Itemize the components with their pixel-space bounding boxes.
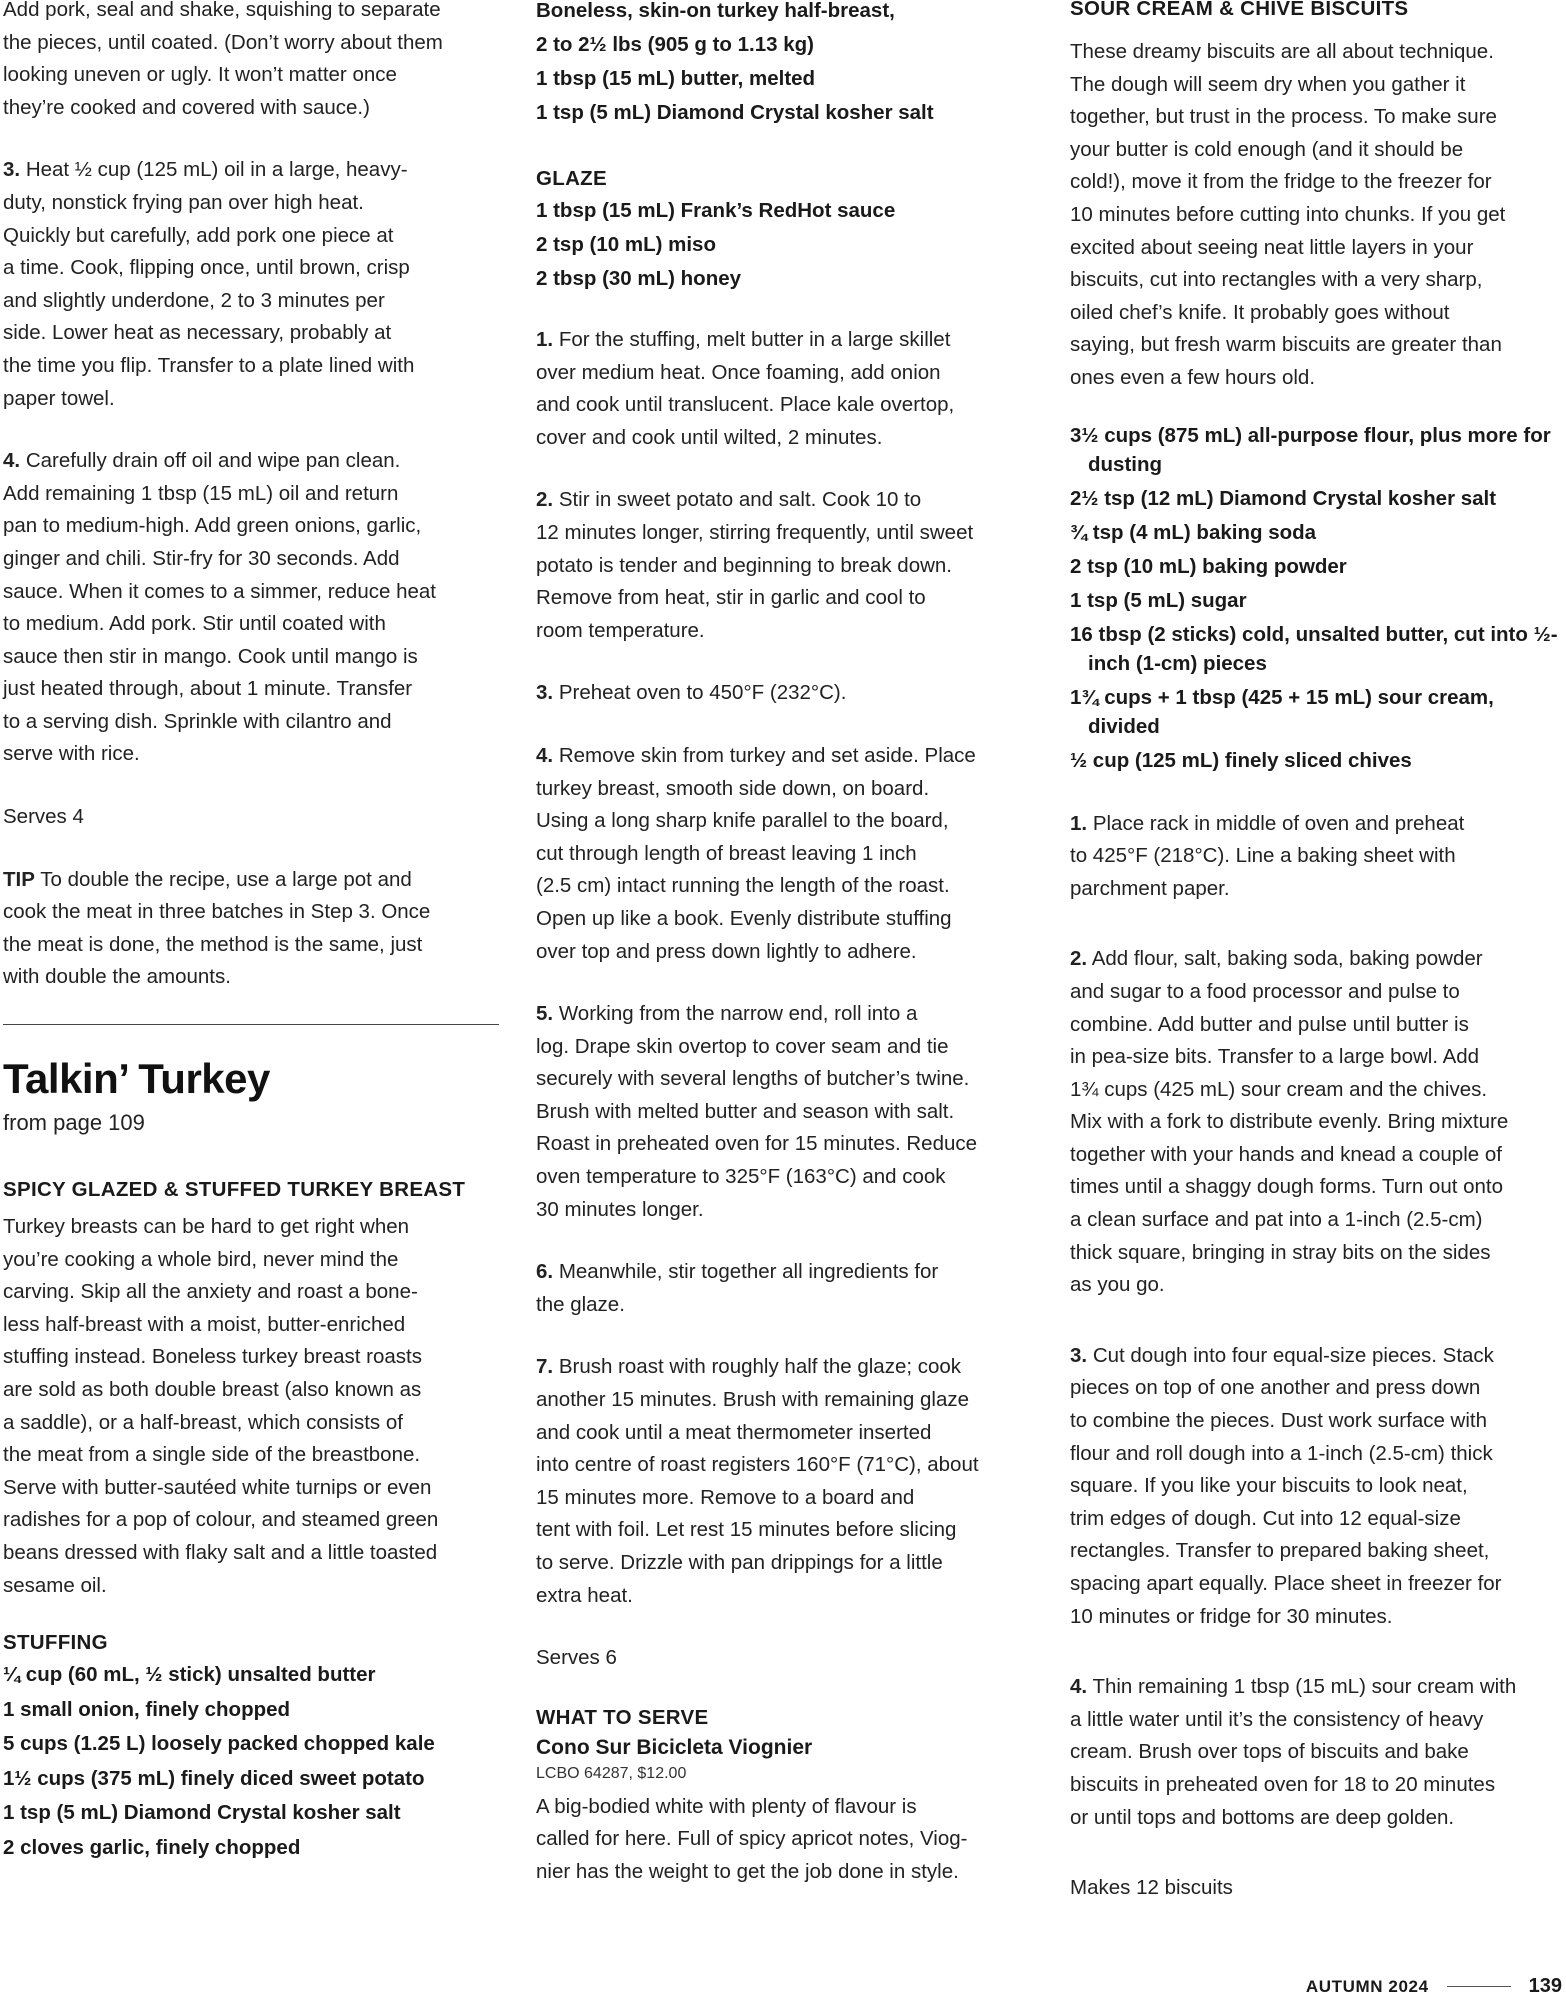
column-left (3, 0, 499, 1865)
step-4 (1070, 1671, 1566, 1834)
step-text: Cut dough into four equal-size pieces. Stack pieces on top of one another and press down to combine the pieces. Dust work surface with flour and roll dough into a 1-inch (2.5-cm) thick square. If you like your biscuits to look neat, trim edges of dough. Cut into 12 equal-size rectangles. Transfer to prepared baking sheet, spacing apart equally. Place sheet in freezer for 10 minutes or fridge for 30 minutes. (1070, 1343, 1502, 1628)
ingredient: 1¾ cups + 1 tbsp (425 + 15 mL) sour cream, divided (1070, 685, 1494, 738)
issue-label: AUTUMN 2024 (1305, 1976, 1429, 1996)
step-number: 3. (3, 158, 21, 182)
recipe-intro: Turkey breasts can be hard to get right when you’re cooking a whole bird, never mind the carving. Skip all the anxiety and roast a bone- less half-breast with a moist, butter-enriched stuffing instead. Boneless turkey breast roasts are sold as both double breast (also known as a saddle), or a half-breast, which consists of the meat from a single side of the breastbone. Serve with butter-sautéed white turnips or even radishes for a pop of colour, and steamed green beans dressed with flaky salt and a little toasted sesame oil. (3, 1215, 439, 1597)
step-text: Add flour, salt, baking soda, baking powder and sugar to a food processor and pulse to combine. Add butter and pulse until butter is in pea-size bits. Transfer to a large bowl. Add 1¾ cups (425 mL) sour cream and the chives. Mix with a fork to distribute evenly. Bring mixture together with your hands and knead a couple of times until a shaggy dough forms. Turn out onto a clean surface and pat into a 1-inch (2.5-cm) thick square, bringing in stray bits on the sides as you go. (1070, 947, 1509, 1297)
step-5 (536, 998, 1028, 1226)
ingredient: 3½ cups (875 mL) all-purpose flour, plus more for dusting (1070, 423, 1551, 476)
step-number: 4. (536, 743, 554, 767)
step-number: 1. (536, 328, 554, 351)
glaze-heading: GLAZE (536, 167, 607, 190)
serves: Serves 4 (3, 805, 84, 829)
ingredient: 2 cloves garlic, finely chopped (3, 1835, 301, 1859)
step-2 (536, 484, 1028, 647)
ingredient: 2½ tsp (12 mL) Diamond Crystal kosher salt (1070, 486, 1497, 510)
step-7 (536, 1351, 1028, 1612)
page-footer (1306, 1975, 1562, 1998)
ingredient: 16 tbsp (2 sticks) cold, unsalted butter, cut into ½-inch (1-cm) pieces (1070, 622, 1558, 675)
step-2 (1070, 943, 1566, 1302)
step-text: Preheat oven to 450°F (232°C). (558, 681, 847, 705)
step-number: 3. (1070, 1343, 1088, 1367)
ingredient: ¼ cup (60 mL, ½ stick) unsalted butter (3, 1663, 376, 1687)
wine-description: A big-bodied white with plenty of flavour is called for here. Full of spicy apricot notes, Viog- nier has the weight to get the job done in style. (536, 1794, 968, 1883)
wine-info: LCBO 64287, $12.00 (536, 1764, 687, 1782)
step-3 (1070, 1340, 1566, 1633)
section-subtitle: from page 109 (3, 1110, 145, 1136)
step-3 (3, 154, 499, 415)
step-number: 1. (1070, 811, 1088, 835)
wine-name: Cono Sur Bicicleta Viognier (536, 1735, 813, 1759)
step-number: 2. (536, 488, 554, 512)
step-number: 6. (536, 1260, 554, 1284)
step-4 (3, 445, 499, 771)
step-text: Heat ½ cup (125 mL) oil in a large, heavy- duty, nonstick frying pan over high heat. Quickly but carefully, add pork one piece at a time. Cook, flipping once, until brown, crisp and slightly underdone, 2 to 3 minutes per side. Lower heat as necessary, probably at the time you flip. Transfer to a plate lined with paper towel. (3, 158, 415, 410)
page-number: 139 (1528, 1975, 1562, 1997)
step-number: 3. (536, 681, 554, 705)
ingredient: 2 tsp (10 mL) baking powder (1070, 554, 1347, 578)
step-text: Place rack in middle of oven and preheat to 425°F (218°C). Line a baking sheet with parchment paper. (1070, 811, 1465, 900)
serves: Serves 6 (536, 1646, 617, 1670)
column-right (1070, 0, 1566, 1905)
recipe-title: SOUR CREAM & CHIVE BISCUITS (1070, 0, 1409, 20)
step-text: Carefully drain off oil and wipe pan clean. Add remaining 1 tbsp (15 mL) oil and return pan to medium-high. Add green onions, garlic, ginger and chili. Stir-fry for 30 seconds. Add sauce. When it comes to a simmer, reduce heat to medium. Add pork. Stir until coated with sauce then stir in mango. Cook until mango is just heated through, about 1 minute. Transfer to a serving dish. Sprinkle with cilantro and serve with rice. (3, 449, 436, 766)
makes: Makes 12 biscuits (1070, 1876, 1233, 1900)
step-text: Working from the narrow end, roll into a log. Drape skin overtop to cover seam and tie securely with several lengths of butcher’s twine. Brush with melted butter and season with salt. Roast in preheated oven for 15 minutes. Reduce oven temperature to 325°F (163°C) and cook 30 minutes longer. (536, 1002, 978, 1221)
tip-label: TIP (3, 867, 35, 891)
step-text: Stir in sweet potato and salt. Cook 10 to 12 minutes longer, stirring frequently, until sweet potato is tender and beginning to break down. Remove from heat, stir in garlic and cool to room temperature. (536, 488, 974, 642)
step-6 (536, 1256, 1028, 1321)
tip (3, 864, 499, 994)
step-text: Brush roast with roughly half the glaze; cook another 15 minutes. Brush with remaining glaze and cook until a meat thermometer inserted into centre of roast registers 160°F (71°C), about 15 minutes more. Remove to a board and tent with foil. Let rest 15 minutes before slicing to serve. Drizzle with pan drippings for a little extra heat. (536, 1355, 979, 1607)
step-number: 7. (536, 1355, 554, 1379)
what-to-serve-heading: WHAT TO SERVE (536, 1705, 709, 1729)
step-3 (536, 677, 1028, 710)
ingredient: 1 tsp (5 mL) sugar (1070, 588, 1247, 612)
stuffing-ingredients (3, 1658, 499, 1865)
biscuit-ingredients (1070, 421, 1566, 775)
ingredient: 1 tsp (5 mL) Diamond Crystal kosher salt (3, 1801, 401, 1825)
ingredient: ½ cup (125 mL) finely sliced chives (1070, 748, 1412, 772)
step-4 (536, 740, 1028, 968)
section-title: Talkin’ Turkey (3, 1055, 270, 1103)
recipe-intro: These dreamy biscuits are all about technique. The dough will seem dry when you gather it together, but trust in the process. To make sure your butter is cold enough (and it should be cold!), move it from the fridge to the freezer for 10 minutes before cutting into chunks. If you get excited about seeing neat little layers in your biscuits, cut into rectangles with a very sharp, oiled chef’s knife. It probably goes without saying, but fresh warm biscuits are greater than ones even a few hours old. (1070, 40, 1506, 389)
step-text: Thin remaining 1 tbsp (15 mL) sour cream with a little water until it’s the consistency of heavy cream. Brush over tops of biscuits and bake biscuits in preheated oven for 18 to 20 minutes or until tops and bottoms are deep golden. (1070, 1675, 1517, 1829)
ingredient: 5 cups (1.25 L) loosely packed chopped kale (3, 1732, 435, 1756)
section-divider (3, 1024, 499, 1025)
glaze-ingredients: 1 tbsp (15 mL) Frank’s RedHot sauce 2 tsp (10 mL) miso 2 tbsp (30 mL) honey (536, 199, 896, 290)
step-1 (536, 324, 1028, 454)
column-middle (536, 0, 1028, 1889)
step-1 (1070, 808, 1566, 906)
step-text: For the stuffing, melt butter in a large skillet over medium heat. Once foaming, add onion and cook until translucent. Place kale overtop, cover and cook until wilted, 2 minutes. (536, 328, 955, 449)
step-number: 5. (536, 1002, 554, 1026)
step-number: 2. (1070, 947, 1088, 971)
turkey-ingredients: Boneless, skin-on turkey half-breast, 2 to 2½ lbs (905 g to 1.13 kg) 1 tbsp (15 mL) butter, melted 1 tsp (5 mL) Diamond Crystal kosher salt (536, 0, 934, 124)
ingredient: 1 small onion, finely chopped (3, 1697, 291, 1721)
stuffing-heading: STUFFING (3, 1631, 108, 1655)
ingredient: 1½ cups (375 mL) finely diced sweet potato (3, 1766, 425, 1790)
ingredient: ¾ tsp (4 mL) baking soda (1070, 520, 1317, 544)
tip-text: To double the recipe, use a large pot and cook the meat in three batches in Step 3. Once the meat is done, the method is the same, just with double the amounts. (3, 867, 431, 989)
step-number: 4. (3, 449, 21, 473)
step-text: Meanwhile, stir together all ingredients for the glaze. (536, 1260, 939, 1316)
footer-rule (1447, 1986, 1511, 1987)
step-number: 4. (1070, 1675, 1088, 1699)
step-2-continued: Add pork, seal and shake, squishing to separate the pieces, until coated. (Don’t worry about them looking uneven or ugly. It won’t matter once they’re cooked and covered with sauce.) (3, 0, 443, 119)
recipe-title: SPICY GLAZED & STUFFED TURKEY BREAST (3, 1178, 466, 1202)
step-text: Remove skin from turkey and set aside. Place turkey breast, smooth side down, on board. Using a long sharp knife parallel to the board, cut through length of breast leaving 1 inch (2.5 cm) intact running the length of the roast. Open up like a book. Evenly distribute stuffing over top and press down lightly to adhere. (536, 743, 976, 963)
